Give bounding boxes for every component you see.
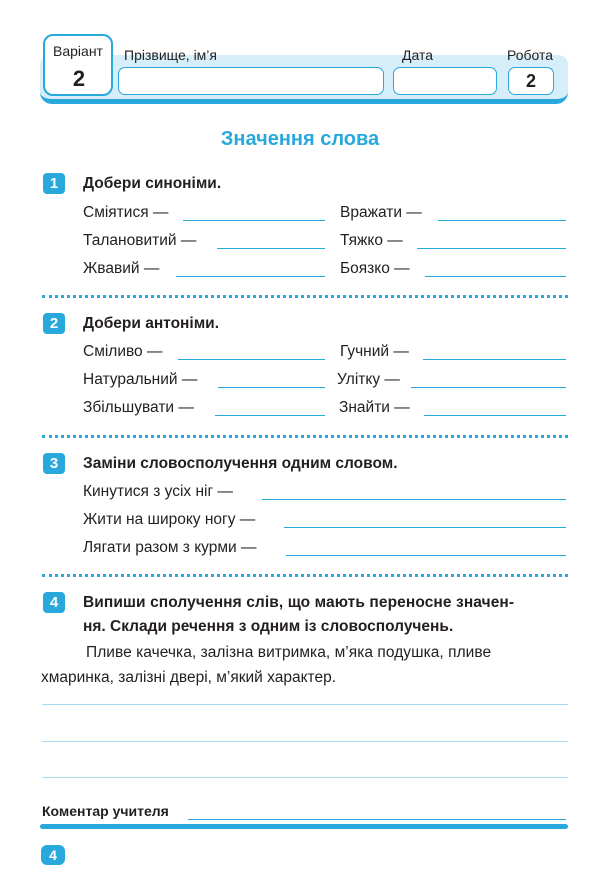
task-2-word: Збільшувати —	[83, 399, 194, 416]
task-2-instruction: Добери антоніми.	[83, 315, 220, 332]
answer-line[interactable]	[411, 387, 566, 388]
answer-line[interactable]	[217, 248, 325, 249]
answer-line[interactable]	[262, 499, 566, 500]
task-1-word: Боязко —	[340, 260, 410, 277]
date-field[interactable]	[393, 67, 497, 95]
task-4-instruction-line-1: Випиши сполучення слів, що мають переносне значен-	[83, 594, 515, 611]
task-2-word: Улітку —	[337, 371, 400, 388]
task-1-word: Вражати —	[340, 204, 422, 221]
task-1-instruction: Добери синоніми.	[83, 175, 222, 192]
answer-line[interactable]	[176, 276, 325, 277]
task-2-word: Натуральний —	[83, 371, 198, 388]
footer-bar	[40, 824, 568, 829]
answer-line[interactable]	[284, 527, 566, 528]
variant-box	[43, 34, 113, 96]
work-label: Робота	[507, 47, 554, 63]
task-4-text-line-1: Пливе качечка, залізна витримка, м’яка подушка, пливе	[86, 644, 492, 661]
date-label: Дата	[402, 47, 434, 63]
task-3-phrase: Кинутися з усіх ніг —	[83, 483, 233, 500]
name-label: Прізвище, ім’я	[124, 47, 217, 63]
teacher-comment-line[interactable]	[188, 819, 566, 820]
task-1-word: Жвавий —	[83, 260, 160, 277]
task-3-phrase: Жити на широку ногу —	[83, 511, 256, 528]
answer-line[interactable]	[215, 415, 325, 416]
variant-label: Варіант	[53, 43, 103, 59]
task-1-word: Талановитий —	[83, 232, 197, 249]
answer-line[interactable]	[425, 276, 566, 277]
task-1-word: Тяжко —	[340, 232, 403, 249]
task-2-word: Гучний —	[340, 343, 409, 360]
answer-line[interactable]	[218, 387, 325, 388]
section-divider	[42, 435, 568, 438]
task-3-instruction: Заміни словосполучення одним словом.	[83, 455, 398, 472]
teacher-comment-label: Коментар учителя	[42, 803, 169, 819]
page-number: 4	[41, 845, 65, 865]
answer-line[interactable]	[423, 359, 566, 360]
answer-line[interactable]	[438, 220, 566, 221]
writing-line[interactable]	[42, 704, 568, 705]
section-divider	[42, 574, 568, 577]
task-2-word: Знайти —	[339, 399, 410, 416]
task-1-number: 1	[43, 173, 65, 194]
task-1-word: Сміятися —	[83, 204, 169, 221]
task-4-text-line-2: хмаринка, залізні двері, м’який характер.	[41, 669, 337, 686]
writing-line[interactable]	[42, 777, 568, 778]
variant-number: 2	[72, 66, 86, 91]
answer-line[interactable]	[424, 415, 566, 416]
writing-line[interactable]	[42, 741, 568, 742]
section-divider	[42, 295, 568, 298]
answer-line[interactable]	[417, 248, 566, 249]
answer-line[interactable]	[178, 359, 325, 360]
answer-line[interactable]	[286, 555, 566, 556]
task-3-phrase: Лягати разом з курми —	[83, 539, 257, 556]
answer-line[interactable]	[183, 220, 325, 221]
task-2-number: 2	[43, 313, 65, 334]
task-2-word: Сміливо —	[83, 343, 163, 360]
work-number: 2	[525, 71, 536, 91]
task-4-instruction-line-2: ня. Склади речення з одним із словосполучень.	[83, 618, 454, 635]
task-4-number: 4	[43, 592, 65, 613]
name-field[interactable]	[118, 67, 384, 95]
task-3-number: 3	[43, 453, 65, 474]
page-title: Значення слова	[220, 128, 380, 150]
